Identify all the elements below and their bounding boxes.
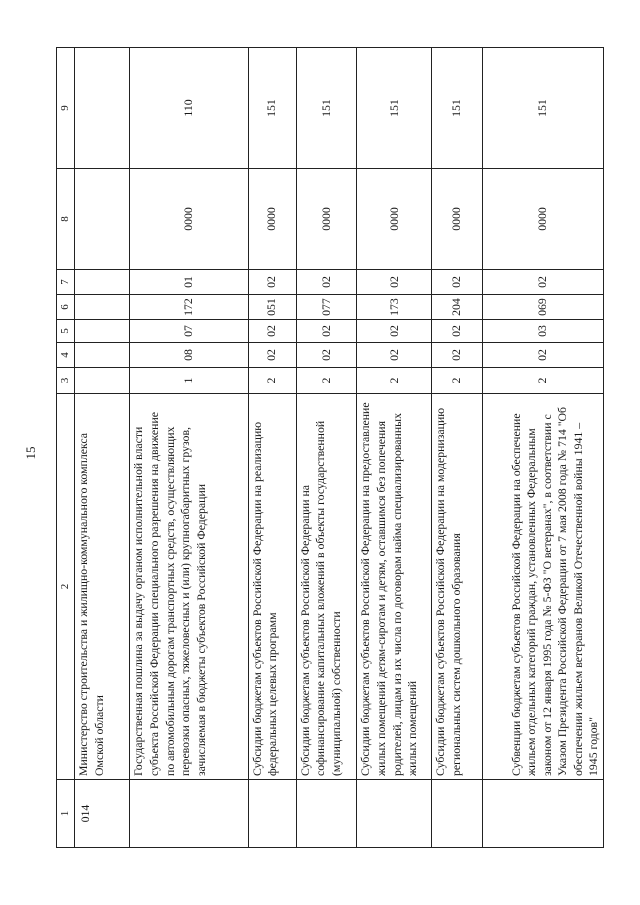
cell-element: 02 — [432, 270, 482, 295]
cell-group — [75, 368, 130, 394]
table-row — [432, 48, 482, 848]
cell-program: 0000 — [432, 169, 482, 270]
cell-article: 02 — [296, 320, 357, 343]
cell-program: 0000 — [357, 169, 432, 270]
cell-element: 02 — [482, 270, 603, 295]
cell-subgroup: 02 — [432, 343, 482, 368]
cell-program: 0000 — [482, 169, 603, 270]
cell-program: 0000 — [296, 169, 357, 270]
cell-subgroup: 08 — [130, 343, 248, 368]
cell-group: 2 — [296, 368, 357, 394]
table-row — [357, 48, 432, 848]
column-header: 4 — [57, 343, 75, 368]
cell-group: 2 — [432, 368, 482, 394]
column-header: 2 — [57, 394, 75, 780]
cell-admin-code — [296, 780, 357, 848]
cell-program: 0000 — [130, 169, 248, 270]
cell-subarticle: 204 — [432, 295, 482, 320]
cell-article — [75, 320, 130, 343]
cell-classification: 151 — [482, 48, 603, 169]
cell-name: Субсидии бюджетам субъектов Российской Федерации на модернизацию региональных систем дошкольного образования — [432, 394, 482, 780]
cell-classification: 151 — [248, 48, 296, 169]
cell-article: 02 — [432, 320, 482, 343]
cell-subarticle: 077 — [296, 295, 357, 320]
header-row — [57, 48, 75, 848]
cell-element: 02 — [248, 270, 296, 295]
cell-program — [75, 169, 130, 270]
cell-name: Министерство строительства и жилищно-коммунального комплекса Омской области — [75, 394, 130, 780]
column-header: 7 — [57, 270, 75, 295]
cell-name: Субсидии бюджетам субъектов Российской Федерации на реализацию федеральных целевых программ — [248, 394, 296, 780]
cell-subgroup: 02 — [482, 343, 603, 368]
cell-name: Государственная пошлина за выдачу органом исполнительной власти субъекта Российской Федерации специального разрешения на движение по автомобильным дорогам транспортных средств, осуществляющих перевозки опасных, тяжеловесных и (или) крупногабаритных грузов, зачисляемая в бюджеты субъектов Российской Федерации — [130, 394, 248, 780]
cell-subgroup: 02 — [357, 343, 432, 368]
table-row — [130, 48, 248, 848]
cell-name: Субсидии бюджетам субъектов Российской Федерации на софинансирование капитальных вложений в объекты государственной (муниципальной) собственности — [296, 394, 357, 780]
column-header: 1 — [57, 780, 75, 848]
cell-admin-code — [482, 780, 603, 848]
column-header: 5 — [57, 320, 75, 343]
cell-classification: 151 — [296, 48, 357, 169]
cell-article: 02 — [248, 320, 296, 343]
cell-subgroup — [75, 343, 130, 368]
cell-group: 2 — [482, 368, 603, 394]
cell-group: 2 — [357, 368, 432, 394]
cell-subarticle: 051 — [248, 295, 296, 320]
cell-element: 01 — [130, 270, 248, 295]
cell-subgroup: 02 — [248, 343, 296, 368]
cell-classification: 151 — [432, 48, 482, 169]
column-header: 8 — [57, 169, 75, 270]
cell-program: 0000 — [248, 169, 296, 270]
table-row — [248, 48, 296, 848]
column-header: 6 — [57, 295, 75, 320]
cell-element: 02 — [296, 270, 357, 295]
cell-subarticle: 069 — [482, 295, 603, 320]
cell-classification — [75, 48, 130, 169]
table-row — [296, 48, 357, 848]
cell-group: 1 — [130, 368, 248, 394]
cell-admin-code — [130, 780, 248, 848]
cell-name: Субвенции бюджетам субъектов Российской Федерации на обеспечение жильем отдельных категорий граждан, установленных Федеральным законом от 12 января 1995 года № 5-ФЗ "О ветеранах", в соответствии с Указом Президента Российской Федерации от 7 мая 2008 года № 714 "Об обеспечении жильем ветеранов Великой Отечественной войны 1941 – 1945 годов" — [482, 394, 603, 780]
cell-group: 2 — [248, 368, 296, 394]
cell-admin-code: 014 — [75, 780, 130, 848]
cell-admin-code — [432, 780, 482, 848]
revenue-codes-table — [56, 47, 604, 848]
table-row — [75, 48, 130, 848]
cell-admin-code — [248, 780, 296, 848]
cell-element: 02 — [357, 270, 432, 295]
cell-article: 03 — [482, 320, 603, 343]
cell-element — [75, 270, 130, 295]
cell-article: 07 — [130, 320, 248, 343]
rotated-table-container — [56, 48, 604, 848]
cell-article: 02 — [357, 320, 432, 343]
cell-subarticle: 172 — [130, 295, 248, 320]
column-header: 3 — [57, 368, 75, 394]
column-header: 9 — [57, 48, 75, 169]
table-row — [482, 48, 603, 848]
cell-classification: 110 — [130, 48, 248, 169]
cell-subgroup: 02 — [296, 343, 357, 368]
cell-classification: 151 — [357, 48, 432, 169]
cell-subarticle: 173 — [357, 295, 432, 320]
page-number: 15 — [23, 446, 38, 460]
cell-admin-code — [357, 780, 432, 848]
cell-subarticle — [75, 295, 130, 320]
cell-name: Субсидии бюджетам субъектов Российской Федерации на предоставление жилых помещений детям-сиротам и детям, оставшимся без попечения родителей, лицам из их числа по договорам найма специализированных жилых помещений — [357, 394, 432, 780]
